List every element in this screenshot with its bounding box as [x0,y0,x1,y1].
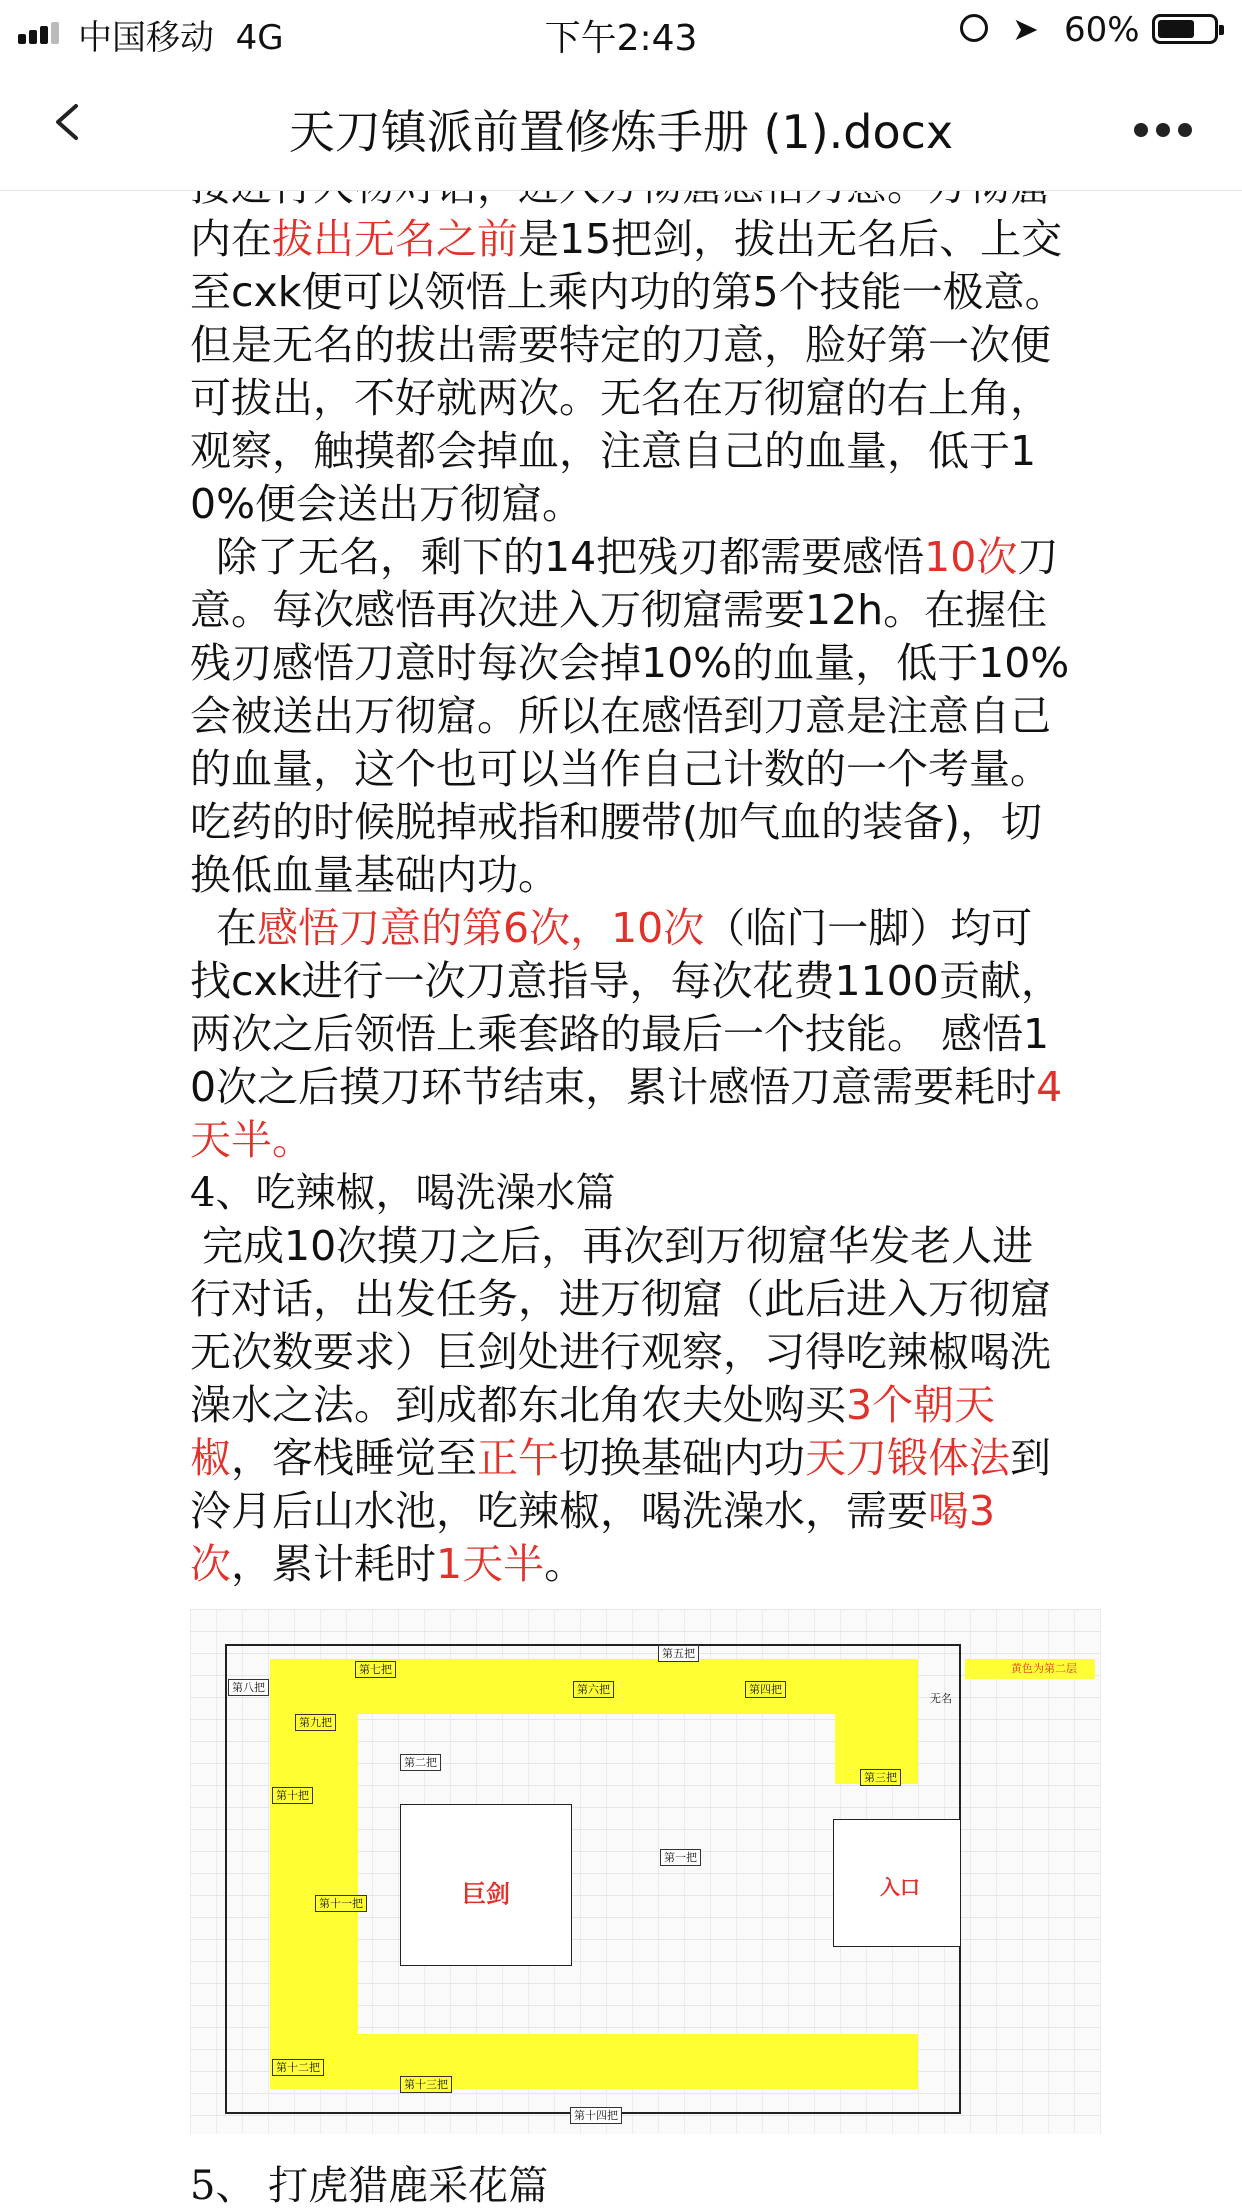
more-options-icon[interactable] [1134,122,1200,141]
map-label-n4: 第四把 [745,1681,786,1698]
highlight-text: 喝3次 [190,1487,996,1588]
text: 内在 [190,215,272,263]
highlight-text: 天刀锻体法 [805,1434,1010,1482]
map-label-wuming: 无名 [930,1692,952,1705]
section-heading-5: 5、 打虎猎鹿采花篇 [190,2163,549,2209]
map-path-right-stub [835,1659,918,1784]
text: 除了无名，剩下的14把残刃都需要感悟 [216,533,925,581]
map-label-n14: 第十四把 [570,2107,622,2124]
map-label-legend: 黄色为第二层 [1011,1662,1077,1675]
map-label-jujian: 巨剑 [462,1880,510,1908]
map-label-n8: 第八把 [228,1679,269,1696]
highlight-text: 1天半 [436,1540,545,1588]
map-label-n6: 第六把 [573,1681,614,1698]
map-label-n7: 第七把 [355,1661,396,1678]
cave-map-image [190,1609,1101,2134]
map-label-entrance: 入口 [880,1875,920,1899]
map-label-n11: 第十一把 [315,1895,367,1912]
highlight-text: 10次 [924,533,1018,581]
text: 是15把剑，拔出无名后、上交至cxk便可以领悟上乘内功的第5个技能一极意。但是无名的拔出需要特定的刀意，脸好第一次便可拔出，不好就两次。无名在万彻窟的右上角，观察，触摸都会掉血，注意自己的血量，低于10%便会送出万彻窟。 [190,215,1066,528]
rotation-lock-icon [960,14,988,42]
highlight-text: 3个朝天椒 [190,1381,996,1482]
network-type: 4G [235,18,284,58]
text: （临门一脚）均可找cxk进行一次刀意指导，每次花费1100贡献，两次之后领悟上乘套路的最后一个技能。 感悟10次之后摸刀环节结束，累计感悟刀意需要耗时 [190,904,1062,1111]
clock: 下午2:43 [544,18,698,59]
text: ，客栈睡觉至 [231,1434,477,1482]
paragraph-1 [190,160,1070,531]
text: 切换基础内功 [559,1434,805,1482]
section-heading-4: 4、吃辣椒，喝洗澡水篇 [190,1170,616,1216]
text: 在 [216,904,257,952]
map-label-n2: 第二把 [400,1754,441,1771]
paragraph-3 [190,902,1070,1167]
navigation-bar [0,62,1242,191]
paragraph-2 [190,531,1070,902]
map-label-n1: 第一把 [660,1849,701,1866]
text: 完成10次摸刀之后，再次到万彻窟华发老人进行对话，出发任务，进万彻窟（此后进入万彻窟无次数要求）巨剑处进行观察，习得吃辣椒喝洗澡水之法。到成都东北角农夫处购买 [190,1222,1051,1429]
highlight-text: 正午 [477,1434,559,1482]
status-bar [0,0,1242,62]
map-label-n13: 第十三把 [400,2076,452,2093]
map-label-n12: 第十二把 [272,2059,324,2076]
text: 刀意。每次感悟再次进入万彻窟需要12h。在握住残刃感悟刀意时每次会掉10%的血量，低于10%会被送出万彻窟。所以在感悟到刀意是注意自己的血量，这个也可以当作自己计数的一个考量。吃药的时候脱掉戒指和腰带(加气血的装备)，切换低血量基础内功。 [190,533,1070,899]
highlight-text: 感悟刀意的第6次，10次 [257,904,705,952]
back-chevron-icon[interactable] [48,102,88,142]
battery-icon [1152,14,1218,44]
paragraph-4 [190,1220,1070,1591]
carrier-name: 中国移动 [78,18,214,58]
document-body[interactable] [190,190,1077,2209]
map-label-n9: 第九把 [295,1714,336,1731]
location-arrow-icon: ➤ [1012,10,1039,48]
text: 到泠月后山水池，吃辣椒，喝洗澡水，需要 [190,1434,1051,1535]
map-label-n3: 第三把 [860,1769,901,1786]
highlight-text: 拔出无名之前 [272,215,518,263]
map-label-n10: 第十把 [272,1787,313,1804]
map-label-n5: 第五把 [658,1645,699,1662]
document-title: 天刀镇派前置修炼手册 (1).docx [288,105,954,159]
text: ，累计耗时 [231,1540,436,1588]
text: 。 [544,1540,586,1588]
battery-percent: 60% [1064,10,1140,50]
map-path-bottom [270,2034,918,2089]
highlight-text: 4天半。 [190,1063,1063,1164]
